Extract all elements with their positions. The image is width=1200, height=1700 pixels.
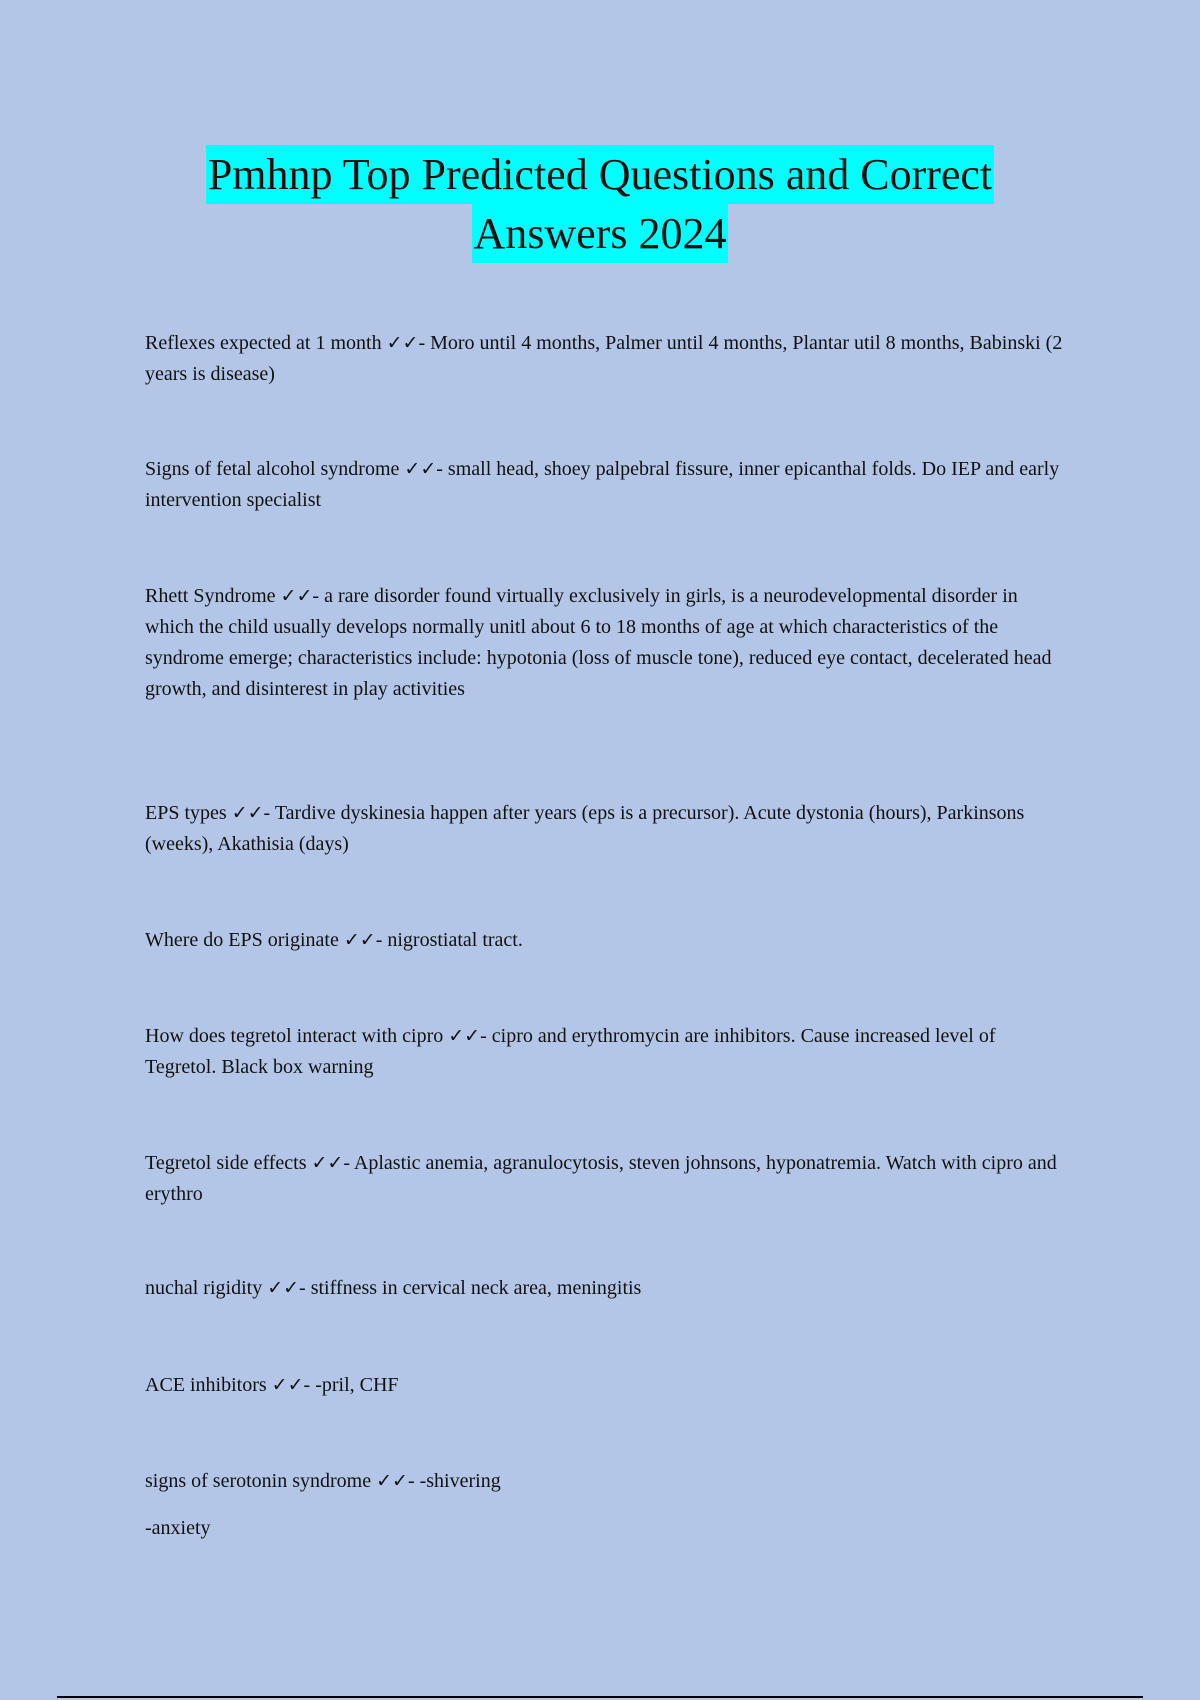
qa-answer: -pril, CHF [315,1374,399,1396]
qa-answer: a rare disorder found virtually exclusively in girls, is a neurodevelopmental disorder in which the child usually develops normally unitl about 6 to 18 months of age at which characteristics of the syndrome emerge; characteristics include: hypotonia (loss of muscle tone), reduced eye contact, decelerated head growth, and disinterest in play activities [145,585,1052,700]
qa-item [145,1466,1065,1497]
qa-separator: - [407,1470,420,1492]
qa-separator: - [436,458,448,480]
qa-item [145,581,1065,705]
qa-question: signs of serotonin syndrome [145,1470,372,1492]
title-line-2: Answers 2024 [472,204,729,263]
check-icon: ✓✓ [376,1470,408,1492]
check-icon: ✓✓ [404,458,437,480]
qa-separator: - [480,1025,492,1047]
qa-answer: stiffness in cervical neck area, meningitis [310,1277,642,1299]
qa-item [145,798,1065,860]
qa-question: Where do EPS originate [145,929,339,951]
check-icon: ✓✓ [386,332,419,354]
check-icon: ✓✓ [448,1025,481,1047]
qa-answer: Aplastic anemia, agranulocytosis, steven johnsons, hyponatremia. Watch with cipro and erythro [145,1152,1057,1205]
page-title [0,145,1200,263]
qa-answer: nigrostiatal tract. [387,929,523,951]
qa-item [145,925,1065,956]
qa-answer: -shivering [419,1470,501,1492]
qa-question: EPS types [145,802,227,824]
qa-item [145,328,1065,390]
qa-answer: cipro and erythromycin are inhibitors. Cause increased level of Tegretol. Black box warning [145,1025,996,1078]
qa-question: Signs of fetal alcohol syndrome [145,458,400,480]
qa-question: Reflexes expected at 1 month [145,332,382,354]
qa-item [145,1021,1065,1083]
qa-separator: - [303,1374,316,1396]
qa-separator: - [263,802,275,824]
qa-question: nuchal rigidity [145,1277,263,1299]
qa-item [145,1273,1065,1304]
check-icon: ✓✓ [231,802,264,824]
bottom-divider [57,1696,1143,1698]
qa-separator: - [343,1152,354,1174]
qa-item [145,1148,1065,1210]
qa-question: How does tegretol interact with cipro [145,1025,444,1047]
qa-question: ACE inhibitors [145,1374,267,1396]
check-icon: ✓✓ [271,1374,304,1396]
qa-item [145,1370,1065,1401]
qa-separator: - [299,1277,311,1299]
qa-item [145,454,1065,516]
check-icon: ✓✓ [280,585,313,607]
qa-separator: - [375,929,388,951]
qa-separator: - [312,585,325,607]
qa-separator: - [418,332,431,354]
title-line-1: Pmhnp Top Predicted Questions and Correct [206,145,994,204]
qa-answer: small head, shoey palpebral fissure, inner epicanthal folds. Do IEP and early intervention specialist [145,458,1060,511]
qa-extra-line [145,1513,1065,1544]
qa-answer: Tardive dyskinesia happen after years (eps is a precursor). Acute dystonia (hours), Parkinsons (weeks), Akathisia (days) [145,802,1025,855]
check-icon: ✓✓ [311,1152,344,1174]
qa-answer: Moro until 4 months, Palmer until 4 months, Plantar util 8 months, Babinski (2 years is disease) [145,332,1063,385]
qa-question: Tegretol side effects [145,1152,307,1174]
qa-answer-continued: -anxiety [145,1517,211,1539]
qa-question: Rhett Syndrome [145,585,276,607]
check-icon: ✓✓ [343,929,376,951]
check-icon: ✓✓ [267,1277,300,1299]
